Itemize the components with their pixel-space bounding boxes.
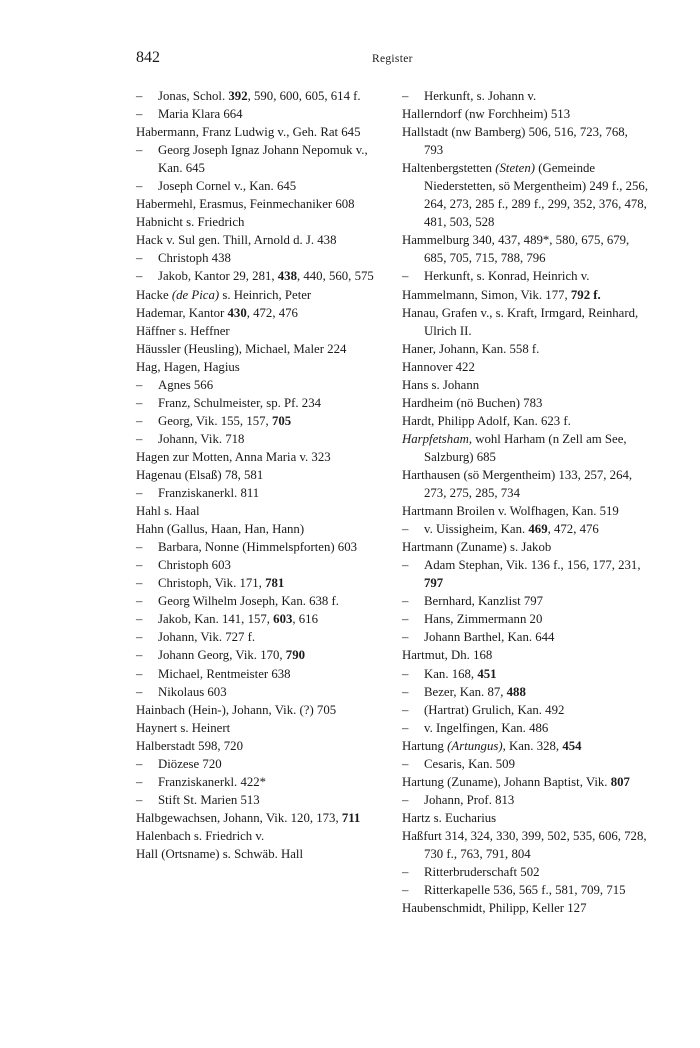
entry-dash: – xyxy=(136,179,143,194)
entry-dash: – xyxy=(136,792,143,807)
index-entry: Hartmann (Zuname) s. Jakob xyxy=(402,540,552,555)
page-header xyxy=(136,49,650,73)
index-entry: Haynert s. Heinert xyxy=(136,720,231,735)
index-entry: Hallerndorf (nw Forchheim) 513 xyxy=(402,107,571,122)
index-entry: – Joseph Cornel v., Kan. 645 xyxy=(136,177,384,195)
index-entry: Hartmut, Dh. 168 xyxy=(402,648,493,663)
entry-dash: – xyxy=(136,630,143,645)
entry-dash: – xyxy=(136,576,143,591)
index-entry: Haßfurt 314, 324, 330, 399, 502, 535, 606, 728, 730 f., 763, 791, 804 xyxy=(402,828,647,861)
index-entry: – Johann, Prof. 813 xyxy=(402,791,650,809)
index-entry: Hammelmann, Simon, Vik. 177, 792 f. xyxy=(402,287,601,302)
entry-dash: – xyxy=(136,143,143,158)
index-column-left xyxy=(136,87,384,863)
index-entry: Hartung (Artungus), Kan. 328, 454 xyxy=(402,738,582,753)
entry-dash: – xyxy=(136,558,143,573)
index-entry: – Barbara, Nonne (Himmelspforten) 603 xyxy=(136,538,384,556)
entry-dash: – xyxy=(136,540,143,555)
index-entry: Hans s. Johann xyxy=(402,377,480,392)
index-entry: – Ritterbruderschaft 502 xyxy=(402,863,650,881)
index-entry: Hagen zur Motten, Anna Maria v. 323 xyxy=(136,449,331,464)
index-entry: Hademar, Kantor 430, 472, 476 xyxy=(136,305,298,320)
index-entry: – Georg, Vik. 155, 157, 705 xyxy=(136,412,384,430)
index-entry: Hardheim (nö Buchen) 783 xyxy=(402,395,543,410)
entry-dash: – xyxy=(136,486,143,501)
index-entry: – Jakob, Kantor 29, 281, 438, 440, 560, 575 xyxy=(136,267,384,285)
entry-dash: – xyxy=(402,269,409,284)
entry-dash: – xyxy=(136,107,143,122)
entry-dash: – xyxy=(136,666,143,681)
index-entry: – Franz, Schulmeister, sp. Pf. 234 xyxy=(136,394,384,412)
index-entry: – Nikolaus 603 xyxy=(136,683,384,701)
entry-dash: – xyxy=(136,774,143,789)
page-number: 842 xyxy=(136,49,160,66)
index-entry: – Christoph 438 xyxy=(136,249,384,267)
entry-dash: – xyxy=(136,395,143,410)
index-entry: Hall (Ortsname) s. Schwäb. Hall xyxy=(136,846,304,861)
entry-dash: – xyxy=(136,684,143,699)
entry-dash: – xyxy=(402,666,409,681)
index-entry: – Bernhard, Kanzlist 797 xyxy=(402,592,650,610)
index-entry: – Cesaris, Kan. 509 xyxy=(402,755,650,773)
entry-dash: – xyxy=(402,756,409,771)
index-entry: Harpfetsham, wohl Harham (n Zell am See, Salzburg) 685 xyxy=(402,431,627,464)
index-entry: – Christoph 603 xyxy=(136,556,384,574)
index-entry: Hahn (Gallus, Haan, Han, Hann) xyxy=(136,522,305,537)
index-entry: Haltenbergstetten (Steten) (Gemeinde Niederstetten, sö Mergentheim) 249 f., 256, 264, 273, 285 f., 289 f., 299, 352, 376, 478, 481, 503, 528 xyxy=(402,161,649,230)
entry-dash: – xyxy=(136,89,143,103)
index-entry: Hartung (Zuname), Johann Baptist, Vik. 807 xyxy=(402,774,630,789)
index-entry: – Johann, Vik. 718 xyxy=(136,430,384,448)
index-entry: – Johann, Vik. 727 f. xyxy=(136,628,384,646)
index-entry: Habermann, Franz Ludwig v., Geh. Rat 645 xyxy=(136,125,361,140)
entry-dash: – xyxy=(402,865,409,880)
index-entry: Hag, Hagen, Hagius xyxy=(136,359,240,374)
index-entry: – Johann Georg, Vik. 170, 790 xyxy=(136,646,384,664)
index-entry: – Johann Barthel, Kan. 644 xyxy=(402,628,650,646)
index-entry: – Stift St. Marien 513 xyxy=(136,791,384,809)
index-entry: Hartz s. Eucharius xyxy=(402,810,497,825)
index-entry: – Christoph, Vik. 171, 781 xyxy=(136,574,384,592)
entry-dash: – xyxy=(402,558,409,573)
index-entry: Habermehl, Erasmus, Feinmechaniker 608 xyxy=(136,197,355,212)
index-entry: Häffner s. Heffner xyxy=(136,323,230,338)
entry-dash: – xyxy=(402,630,409,645)
entry-dash: – xyxy=(136,612,143,627)
index-entry: Hainbach (Hein-), Johann, Vik. (?) 705 xyxy=(136,702,337,717)
index-entry: – v. Ingelfingen, Kan. 486 xyxy=(402,719,650,737)
entry-dash: – xyxy=(136,377,143,392)
entry-dash: – xyxy=(136,413,143,428)
index-entry: – Jakob, Kan. 141, 157, 603, 616 xyxy=(136,610,384,628)
index-entry: Hartmann Broilen v. Wolfhagen, Kan. 519 xyxy=(402,504,619,519)
index-entry: – v. Uissigheim, Kan. 469, 472, 476 xyxy=(402,520,650,538)
entry-dash: – xyxy=(136,269,143,284)
index-entry: – Agnes 566 xyxy=(136,376,384,394)
index-entry: – Herkunft, s. Johann v. xyxy=(402,87,650,105)
entry-dash: – xyxy=(402,702,409,717)
index-entry: – Franziskanerkl. 811 xyxy=(136,484,384,502)
index-entry: – Jonas, Schol. 392, 590, 600, 605, 614 f. xyxy=(136,87,384,105)
index-entry: – (Hartrat) Grulich, Kan. 492 xyxy=(402,701,650,719)
entry-dash: – xyxy=(402,522,409,537)
index-entry: – Georg Joseph Ignaz Johann Nepomuk v., Kan. 645 xyxy=(136,143,368,176)
entry-dash: – xyxy=(136,431,143,446)
entry-dash: – xyxy=(402,720,409,735)
index-entry: – Diözese 720 xyxy=(136,755,384,773)
index-entry: – Franziskanerkl. 422* xyxy=(136,773,384,791)
index-entry: – Maria Klara 664 xyxy=(136,105,384,123)
index-entry: Hack v. Sul gen. Thill, Arnold d. J. 438 xyxy=(136,233,337,248)
index-entry: Habnicht s. Friedrich xyxy=(136,215,245,230)
entry-dash: – xyxy=(136,594,143,609)
index-entry: Hallstadt (nw Bamberg) 506, 516, 723, 768, 793 xyxy=(402,125,628,158)
index-entry: – Michael, Rentmeister 638 xyxy=(136,665,384,683)
entry-dash: – xyxy=(136,648,143,663)
index-entry: Häussler (Heusling), Michael, Maler 224 xyxy=(136,341,347,356)
index-entry: Halenbach s. Friedrich v. xyxy=(136,828,265,843)
entry-dash: – xyxy=(402,594,409,609)
index-entry: Halbgewachsen, Johann, Vik. 120, 173, 711 xyxy=(136,810,361,825)
entry-dash: – xyxy=(402,612,409,627)
entry-dash: – xyxy=(136,756,143,771)
entry-dash: – xyxy=(402,883,409,898)
index-entry: – Hans, Zimmermann 20 xyxy=(402,610,650,628)
index-entry: – Ritterkapelle 536, 565 f., 581, 709, 715 xyxy=(402,881,650,899)
index-entry: Hagenau (Elsaß) 78, 581 xyxy=(136,467,264,482)
index-entry: Hannover 422 xyxy=(402,359,475,374)
index-entry: Hacke (de Pica) s. Heinrich, Peter xyxy=(136,287,312,302)
entry-dash: – xyxy=(402,89,409,103)
index-entry: Hammelburg 340, 437, 489*, 580, 675, 679, 685, 705, 715, 788, 796 xyxy=(402,233,630,266)
index-entry: Hahl s. Haal xyxy=(136,504,200,519)
entry-dash: – xyxy=(402,792,409,807)
entry-dash: – xyxy=(402,684,409,699)
running-title: Register xyxy=(372,53,413,65)
index-column-right xyxy=(402,87,650,917)
index-entry: Halberstadt 598, 720 xyxy=(136,738,243,753)
index-entry: Hardt, Philipp Adolf, Kan. 623 f. xyxy=(402,413,571,428)
index-entry: – Bezer, Kan. 87, 488 xyxy=(402,683,650,701)
index-entry: Haner, Johann, Kan. 558 f. xyxy=(402,341,540,356)
index-entry: Haubenschmidt, Philipp, Keller 127 xyxy=(402,901,587,916)
index-entry: Hanau, Grafen v., s. Kraft, Irmgard, Reinhard, Ulrich II. xyxy=(402,305,639,338)
index-entry: – Georg Wilhelm Joseph, Kan. 638 f. xyxy=(136,592,384,610)
entry-dash: – xyxy=(136,251,143,266)
index-entry: – Kan. 168, 451 xyxy=(402,665,650,683)
index-entry: – Herkunft, s. Konrad, Heinrich v. xyxy=(402,267,650,285)
index-entry: – Adam Stephan, Vik. 136 f., 156, 177, 231, 797 xyxy=(402,558,641,591)
index-entry: Harthausen (sö Mergentheim) 133, 257, 264, 273, 275, 285, 734 xyxy=(402,467,633,501)
